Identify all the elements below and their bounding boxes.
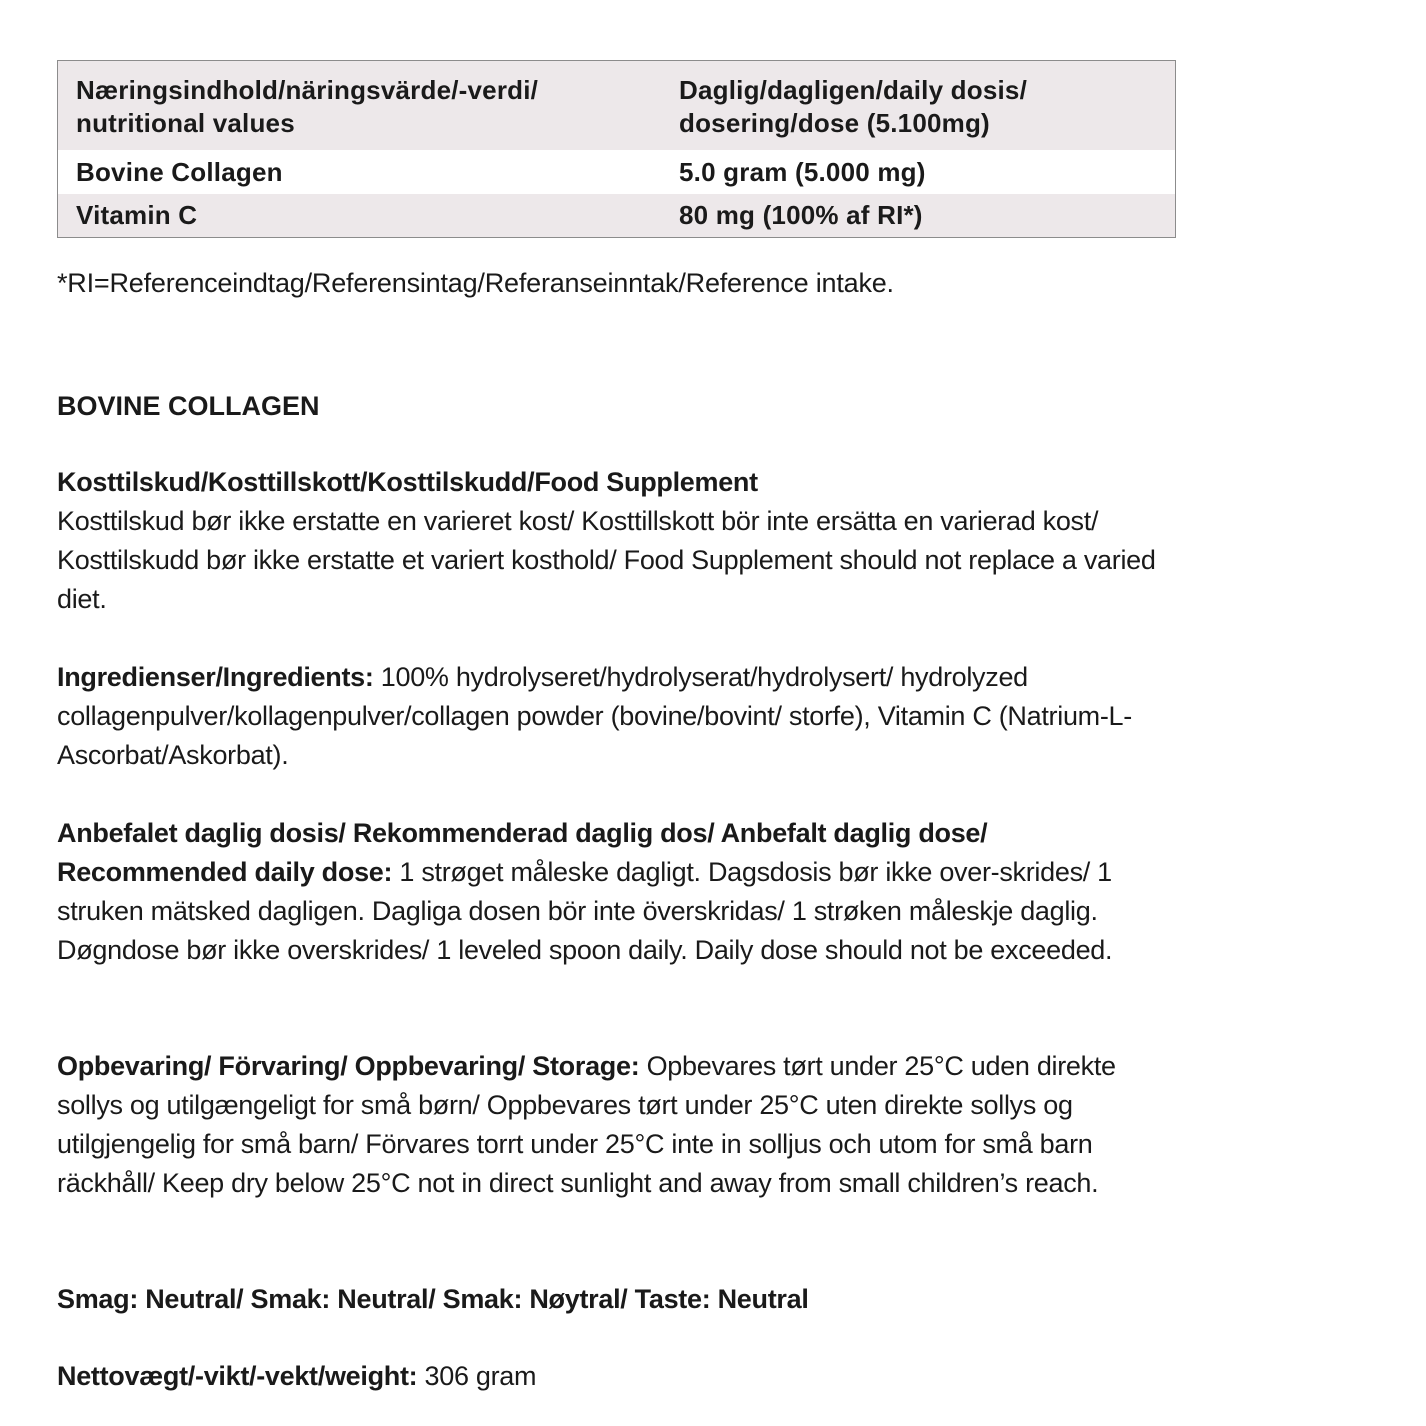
weight-section <box>57 1357 1167 1396</box>
nutrient-value: 80 mg (100% af RI*) <box>679 200 923 230</box>
nutrient-value: 5.0 gram (5.000 mg) <box>679 156 926 187</box>
dose-section <box>57 814 1157 970</box>
ri-footnote: *RI=Referenceindtag/Referensintag/Referanseinntak/Reference intake. <box>57 268 894 298</box>
table-row <box>58 150 1175 194</box>
supplement-text: Kosttilskud bør ikke erstatte en varieret kost/ Kosttillskott bör inte ersätta en varierad kost/ Kosttilskudd bør ikke erstatte et variert kosthold/ Food Supplement should not replace a varied diet. <box>57 506 1156 614</box>
table-row <box>58 194 1175 237</box>
nutrient-name: Vitamin C <box>76 200 198 230</box>
storage-label: Opbevaring/ Förvaring/ Oppbevaring/ Storage: <box>57 1051 640 1081</box>
ingredients-text: 100% hydrolyseret/hydrolyserat/hydrolysert/ hydrolyzed collagenpulver/kollagenpulver/collagen powder (bovine/bovint/ storfe), Vitamin C (Natrium-L-Ascorbat/Askorbat). <box>57 662 1132 770</box>
storage-section <box>57 1047 1167 1203</box>
table-header-row <box>58 61 1175 150</box>
dose-text: 1 strøget måleske dagligt. Dagsdosis bør ikke over-skrides/ 1 struken mätsked dagligen. Dagliga dosen bör inte överskridas/ 1 strøken måleskje daglig. Døgndose bør ikke overskrides/ 1 leveled spoon daily. Daily dose should not be exceeded. <box>57 857 1113 965</box>
section-title: BOVINE COLLAGEN <box>57 391 320 421</box>
supplement-heading: Kosttilskud/Kosttillskott/Kosttilskudd/Food Supplement <box>57 467 758 497</box>
taste-label: Smag: Neutral/ Smak: Neutral/ Smak: Nøytral/ Taste: Neutral <box>57 1284 809 1314</box>
taste-section <box>57 1280 1167 1319</box>
nutrition-table <box>57 60 1176 238</box>
ingredients-label: Ingredienser/Ingredients: <box>57 662 374 692</box>
dose-label: Anbefalet daglig dosis/ Rekommenderad daglig dos/ Anbefalt daglig dose/ Recommended daily dose: <box>57 818 988 887</box>
nutrient-name: Bovine Collagen <box>76 156 283 187</box>
weight-label: Nettovægt/-vikt/-vekt/weight: <box>57 1361 418 1391</box>
storage-text: Opbevares tørt under 25°C uden direkte sollys og utilgængeligt for små børn/ Oppbevares tørt under 25°C uten direkte sollys og utilgjengelig for små barn/ Förvares torrt under 25°C inte in solljus och utom for små barn räckhåll/ Keep dry below 25°C not in direct sunlight and away from small children’s reach. <box>57 1051 1116 1198</box>
header-nutritional-values: Næringsindhold/näringsvärde/-verdi/ nutritional values <box>76 75 539 138</box>
weight-text: 306 gram <box>417 1361 537 1391</box>
header-daily-dose: Daglig/dagligen/daily dosis/ dosering/dose (5.100mg) <box>679 75 1027 138</box>
ingredients-section <box>57 658 1137 775</box>
supplement-section <box>57 463 1167 619</box>
